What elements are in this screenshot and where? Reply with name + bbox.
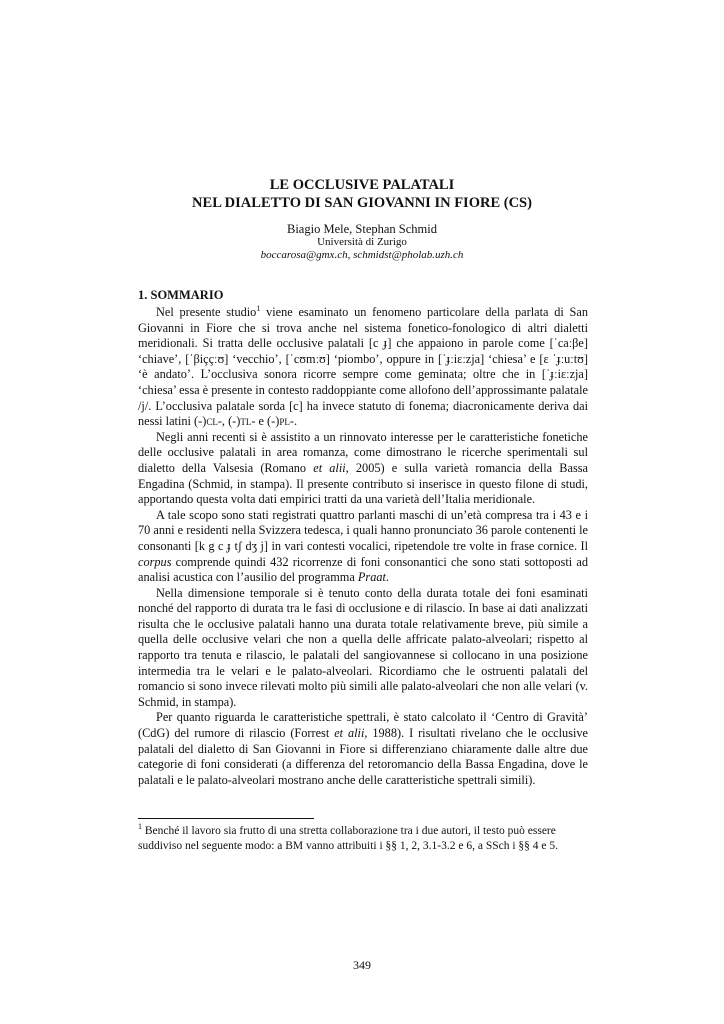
paragraph-3: A tale scopo sono stati registrati quattro parlanti maschi di un’età compresa tra i 43 e i 70 anni e residenti nella Svizzera tedesca, i quali hanno pronunciato 36 parole contenenti le consonanti [k g c ɟ tʃ dʒ j] in vari contesti vocalici, ripetendole tre volte in frase cornice. Il corpus comprende quindi 432 ricorrenze di foni consonantici che sono stati sottoposti ad analisi acustica con l’ausilio del programma Praat.: [138, 507, 588, 585]
paper-title-line-1: LE OCCLUSIVE PALATALI: [269, 177, 455, 193]
author-emails: boccarosa@gmx.ch, schmidst@pholab.uzh.ch: [260, 249, 464, 261]
paper-title-line-2: NEL DIALETTO DI SAN GIOVANNI IN FIORE (CS): [192, 195, 532, 211]
footnote: $^1$ Benché il lavoro sia frutto di una stretta collaborazione tra i due autori, il testo può essere suddiviso nel seguente modo: a BM vanno attribuiti i §§ 1, 2, 3.1-3.2 e 6, a SSch i §§ 4 e 5.: [138, 822, 559, 852]
section-heading: 1. SOMMARIO: [138, 288, 224, 302]
paragraph-5: Per quanto riguarda le caratteristiche spettrali, è stato calcolato il ‘Centro di Gravità’ (CdG) del rumore di rilascio (Forrest et alii, 1988). I risultati rivelano che le occlusive palatali del dialetto di San Giovanni in Fiore si differenziano chiaramente dalle altre due categorie di foni considerati (a differenza del retoromancio della Bassa Engadina, dove le palatali e le palato-alveolari mostrano anche delle caratteristiche spettrali simili).: [138, 710, 589, 787]
footnote-marker: 1: [256, 303, 261, 313]
footnote-number: 1: [138, 822, 142, 832]
authors: Biagio Mele, Stephan Schmid: [287, 222, 437, 236]
paragraph-2: Negli anni recenti si è assistito a un rinnovato interesse per le caratteristiche fonetiche delle occlusive palatali in area romanza, come dimostrano le ricerche sperimentali sul dialetto della Valsesia (Romano et alii, 2005) e sulla varietà romancia della Bassa Engadina (Schmid, in stampa). Il presente contributo si inserisce in questo filone di studi, apportando questa volta dati empirici tratti da una varietà dell’Italia meridionale.: [138, 429, 588, 507]
footnote-separator: [138, 818, 314, 819]
page-number: 349: [353, 958, 371, 972]
paragraph-4: Nella dimensione temporale si è tenuto conto della durata totale dei foni esaminati nonché del rapporto di durata tra le fasi di occlusione e di rilascio. In base ai dati analizzati risulta che le occlusive palatali hanno una durata totale relativamente breve, più simile a quella delle occlusive velari che non a quella delle affricate palato-alveolari; rispetto al rapporto tra tenuta e rilascio, le palatali del sangiovannese si collocano in una posizione intermedia tra le velari e le palato-alveolari. Ricordiamo che le ostruenti palatali del romancio si sono invece rilevati molto più simili alle palato-alveolari che non alle velari (v. Schmid, in stampa).: [138, 585, 588, 709]
body-text: [138, 305, 588, 788]
affiliation: Università di Zurigo: [317, 236, 407, 248]
paragraph-1: Nel presente studio$^1$ viene esaminato un fenomeno particolare della parlata di San Giovanni in Fiore che si trova anche nel sistema fonetico-fonologico di altri dialetti meridionali. Si tratta delle occlusive palatali [c ɟ] che appaiono in parole come [ˈcaːβe] ‘chiave’, [ˈβiççːʊ] ‘vecchio’, [ˈcʊmːʊ] ‘piombo’, oppure in [ˈɟːiɛːzja] ‘chiesa’ e [ɛ ˈɟːuːtʊ] ‘è andato’. L’occlusiva sonora ricorre sempre come geminata; oltre che in [ˈɟːiɛːzja] ‘chiesa’ essa è presente in contesto raddoppiante come allofono dell’approssimante palatale /j/. L’occlusiva palatale sorda [c] ha invece statuto di fonema; diacronicamente deriva dai nessi latini (-)cl-, (-)tl- e (-)pl-.: [138, 303, 589, 429]
